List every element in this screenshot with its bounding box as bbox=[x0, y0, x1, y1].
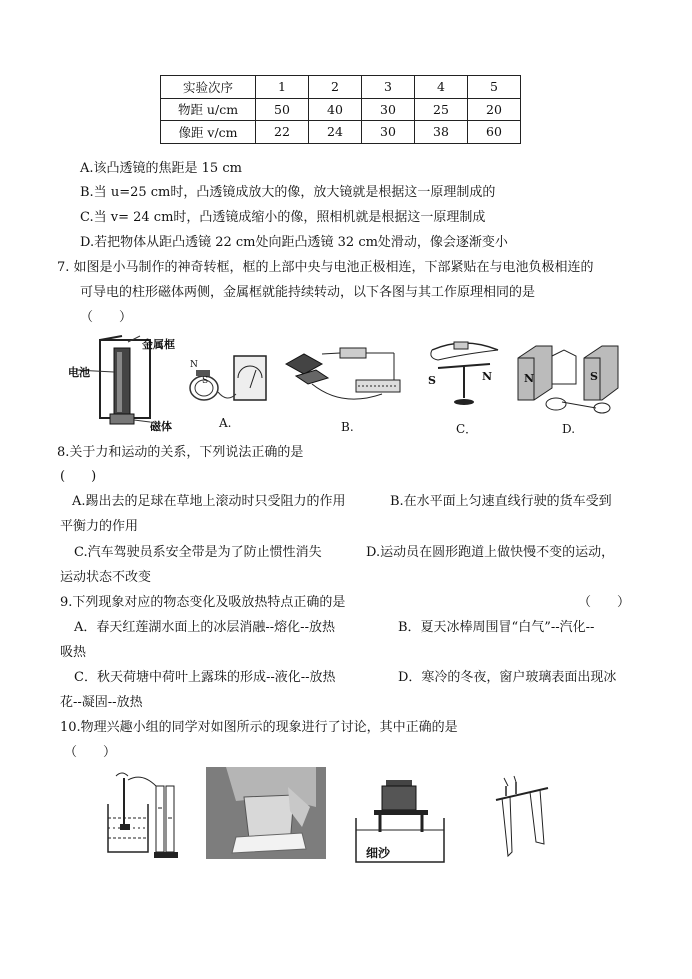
table-cell: 4 bbox=[415, 76, 468, 99]
q6-option-c: C.当 v= 24 cm时，凸透镜成缩小的像，照相机就是根据这一原理制成 bbox=[80, 210, 486, 225]
option-c-label: C． bbox=[456, 422, 478, 436]
table-cell: 60 bbox=[468, 121, 521, 144]
table-cell: 1 bbox=[256, 76, 309, 99]
q9-option-d-line2: 花--凝固--放热 bbox=[60, 695, 143, 710]
q8-option-b-line1: B.在水平面上匀速直线行驶的货车受到 bbox=[390, 494, 612, 509]
q7-stem-line1: 7. 如图是小马制作的神奇转框，框的上部中央与电池正极相连，下部紧贴在与电池负极相连的 bbox=[57, 260, 594, 275]
table-row bbox=[161, 98, 521, 121]
label-metal-frame: 金属框 bbox=[142, 338, 175, 351]
q8-option-d-line1: D.运动员在圆形跑道上做快慢不变的运动， bbox=[366, 545, 615, 560]
compass-n-label: N bbox=[482, 370, 493, 383]
q8-option-a: A.踢出去的足球在草地上滚动时只受阻力的作用 bbox=[72, 494, 346, 509]
q9-option-b-line2: 吸热 bbox=[60, 645, 87, 660]
option-a-label: A. bbox=[219, 416, 232, 430]
magnet-n-label: N bbox=[190, 360, 198, 370]
photo-illustration bbox=[206, 767, 326, 859]
option-b-label: B. bbox=[341, 420, 354, 434]
generator-n-label: N bbox=[524, 372, 535, 385]
q6-option-a: A.该凸透镜的焦距是 15 cm bbox=[80, 161, 242, 176]
table-cell: 30 bbox=[362, 121, 415, 144]
option-d-label: D. bbox=[562, 422, 576, 436]
hanging-paper-figure bbox=[492, 772, 556, 862]
q10-stem: 10.物理兴趣小组的同学对如图所示的现象进行了讨论，其中正确的是 bbox=[60, 720, 458, 735]
q8-option-c: C.汽车驾驶员系安全带是为了防止惯性消失 bbox=[74, 545, 322, 560]
q6-option-b: B.当 u=25 cm时，凸透镜成放大的像，放大镜就是根据这一原理制成的 bbox=[80, 185, 496, 200]
table-cell: 30 bbox=[362, 98, 415, 121]
q8-stem: 8.关于力和运动的关系，下列说法正确的是 bbox=[57, 445, 304, 460]
table-cell: 2 bbox=[309, 76, 362, 99]
q9-stem: 9.下列现象对应的物态变化及吸放热特点正确的是 bbox=[60, 595, 346, 610]
compass-s-label: S bbox=[428, 374, 436, 387]
q9-option-b-line1: B．夏天冰棒周围冒“白气”--汽化-- bbox=[398, 620, 595, 635]
table-cell: 像距 v/cm bbox=[161, 121, 256, 144]
circuit-figure bbox=[282, 342, 408, 412]
table-row bbox=[161, 121, 521, 144]
table-cell: 20 bbox=[468, 98, 521, 121]
table-cell: 50 bbox=[256, 98, 309, 121]
pressure-gauge-figure bbox=[100, 768, 184, 864]
table-cell: 3 bbox=[362, 76, 415, 99]
galvanometer-figure bbox=[182, 348, 274, 410]
q7-answer-paren: （ ） bbox=[80, 310, 133, 325]
magnet-s-label: S bbox=[202, 376, 209, 386]
q9-option-a: A．春天红莲湖水面上的冰层消融--熔化--放热 bbox=[74, 620, 335, 635]
table-cell: 40 bbox=[309, 98, 362, 121]
table-cell: 物距 u/cm bbox=[161, 98, 256, 121]
experiment-table bbox=[160, 75, 521, 144]
label-battery: 电池 bbox=[68, 366, 90, 379]
q8-answer-paren: ( ) bbox=[60, 469, 97, 484]
generator-s-label: S bbox=[590, 370, 598, 383]
table-cell: 22 bbox=[256, 121, 309, 144]
table-cell: 实验次序 bbox=[161, 76, 256, 99]
table-cell: 5 bbox=[468, 76, 521, 99]
glass-card-photo bbox=[206, 767, 326, 859]
q9-answer-paren: （ ） bbox=[578, 595, 631, 610]
q10-answer-paren: （ ） bbox=[64, 745, 117, 760]
q6-option-d: D.若把物体从距凸透镜 22 cm处向距凸透镜 32 cm处滑动，像会逐渐变小 bbox=[80, 235, 508, 250]
q9-option-c: C．秋天荷塘中荷叶上露珠的形成--液化--放热 bbox=[74, 670, 336, 685]
q8-option-b-line2: 平衡力的作用 bbox=[60, 519, 139, 534]
table-cell: 25 bbox=[415, 98, 468, 121]
table-cell: 38 bbox=[415, 121, 468, 144]
label-fine-sand: 细沙 bbox=[366, 846, 391, 860]
q9-option-d-line1: D．寒冷的冬夜，窗户玻璃表面出现冰 bbox=[398, 670, 617, 685]
table-cell: 24 bbox=[309, 121, 362, 144]
q8-option-d-line2: 运动状态不改变 bbox=[60, 570, 152, 585]
table-row bbox=[161, 76, 521, 99]
q7-stem-line2: 可导电的柱形磁体两侧，金属框就能持续转动，以下各图与其工作原理相同的是 bbox=[80, 285, 536, 300]
label-magnet: 磁体 bbox=[150, 420, 172, 433]
